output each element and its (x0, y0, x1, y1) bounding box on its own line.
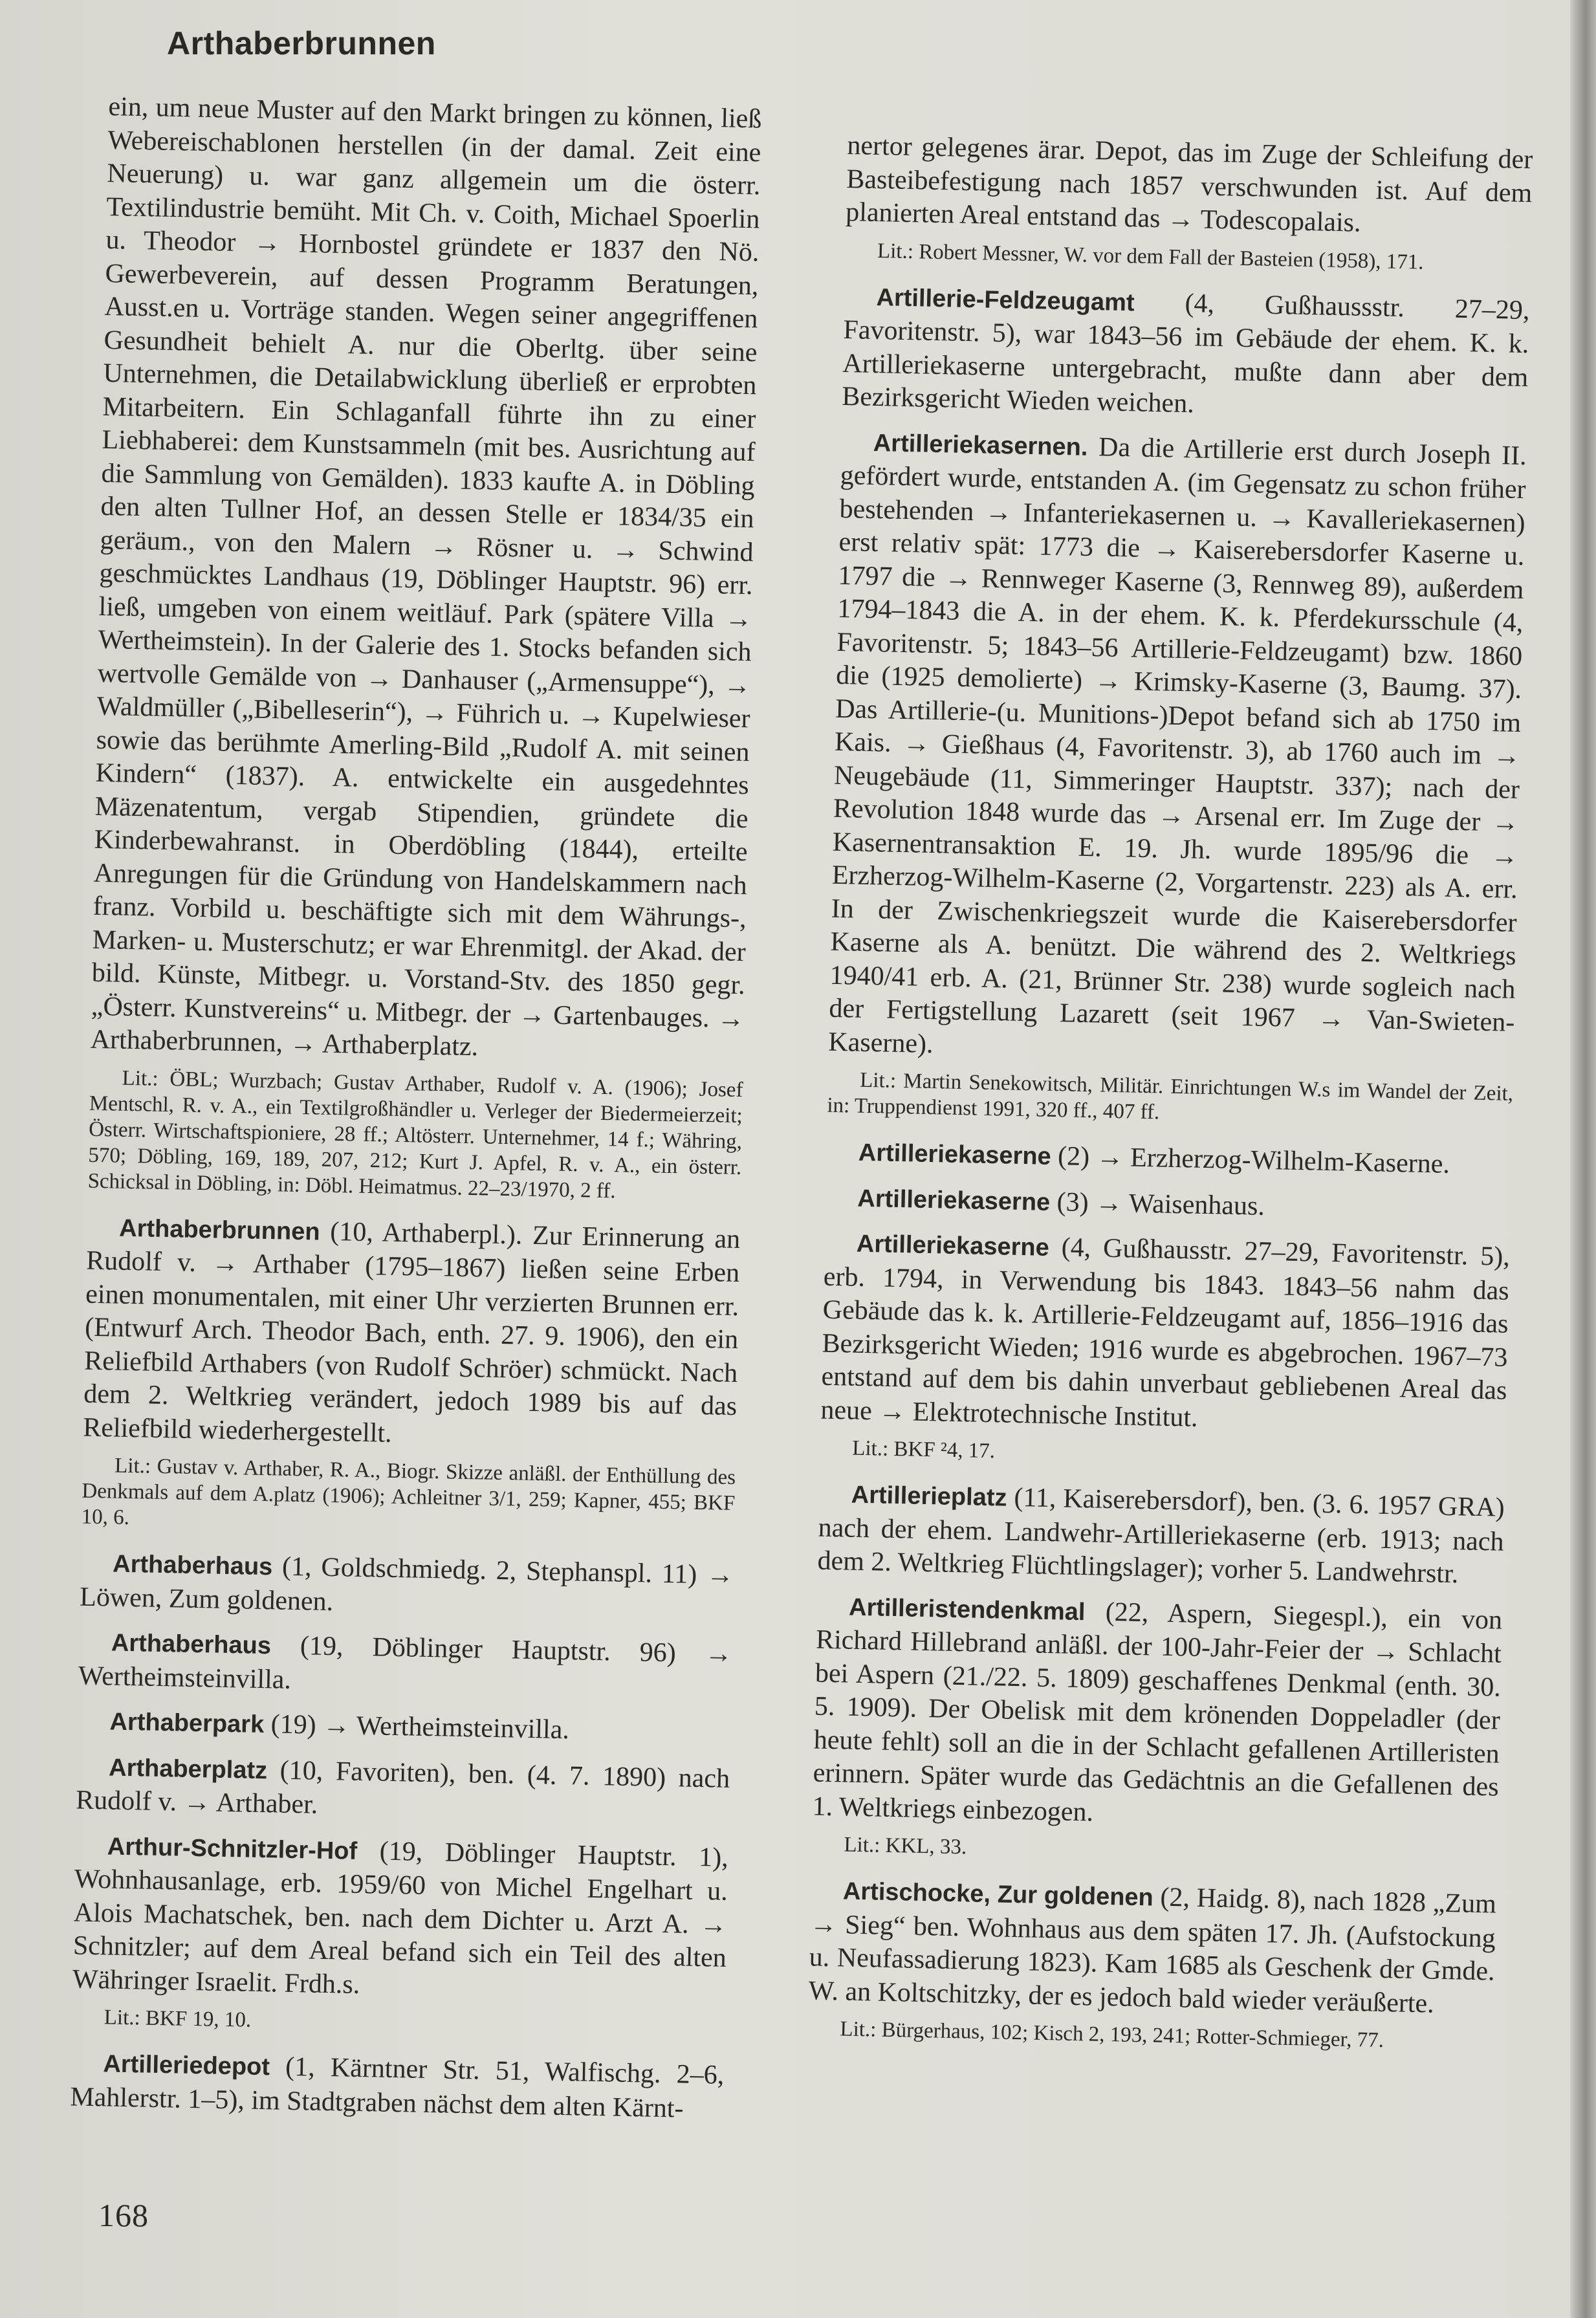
lexicon-entry (820, 1227, 1510, 1441)
literature-reference: Lit.: Martin Senekowitsch, Militär. Einrichtungen W.s im Wandel der Zeit, in: Truppendienst 1991, 320 ff., 407 ff. (827, 1068, 1514, 1124)
entry-headword: Artilleriekasernen. (873, 429, 1088, 461)
entry-headword: Artilleriekaserne (858, 1139, 1052, 1170)
entry-text: Da die Artillerie erst durch Joseph II. gefördert wurde, entstanden A. (im Gegensatz zu schon früher bestehenden → Infanteriekasernen u. → Kavalleriekasernen) erst relativ spät: 1773 die → Kaiserebersdorfer Kaserne u. 1797 die → Rennweger Kaserne (3, Rennweg 89), außerdem 1794–1843 die A. in der ehem. K. k. Pferdekursschule (4, Favoritenstr. 5; 1843–56 Artillerie-Feldzeugamt) bzw. 1860 die (1925 demolierte) → Krimsky-Kaserne (3, Baumg. 37). Das Artillerie-(u. Munitions-)Depot befand sich ab 1750 im Kais. → Gießhaus (4, Favoritenstr. 3), ab 1760 auch im → Neugebäude (11, Simmeringer Hauptstr. 337); nach der Revolution 1848 wurde das → Arsenal err. Im Zuge der → Kasernentransaktion E. 19. Jh. wurde 1895/96 die → Erzherzog-Wilhelm-Kaserne (2, Vorgartenstr. 223) als A. err. In der Zwischenkriegszeit wurde die Kaiserebersdorfer Kaserne als A. benützt. Die während des 2. Weltkriegs 1940/41 erb. A. (21, Brünner Str. 238) wurde sogleich nach der Fertigstellung Lazarett (seit 1967 → Van-Swieten-Kaserne). (827, 432, 1527, 1059)
entry-text: (22, Aspern, Siegespl.), ein von Richard Hillebrand anläßl. der 100-Jahr-Feier der → Schlacht bei Aspern (21./22. 5. 1809) geschaffenes Denkmal (enth. 30. 5. 1909). Der Obelisk mit dem krönenden Doppeladler (der heute fehlt) soll an die in der Schlacht gefallenen Artilleristen erinnern. Später wurde das Gedächtnis an die Gefallenen des 1. Weltkriegs einbezogen. (812, 1596, 1503, 1828)
lexicon-entry (78, 1626, 732, 1705)
entry-text: (1, Kärntner Str. 51, Walfischg. 2–6, Mahlerstr. 1–5), im Stadtgraben nächst dem alten Kärnt- (70, 2051, 725, 2124)
lexicon-entry (808, 1874, 1496, 2022)
entry-headword: Arthaberhaus (112, 1550, 273, 1581)
entry-text: (2) → Erzherzog-Wilhelm-Kaserne. (1051, 1141, 1450, 1179)
entry-text: (4, Gußhaussstr. 27–29, Favoritenstr. 5), war 1843–56 im Gebäude der ehem. K. k. Artilleriekaserne untergebracht, mußte dann aber dem Bezirksgericht Wieden weichen. (841, 287, 1530, 419)
literature-reference: Lit.: ÖBL; Wurzbach; Gustav Arthaber, Rudolf v. A. (1906); Josef Mentschl, R. v. A., ein Textilgroßhändler u. Verleger der Biedermeierzeit; Österr. Wirtschaftspioniere, 28 ff.; Altösterr. Unternehmer, 14 f.; Währing, 570; Döbling, 169, 189, 207, 212; Kurt J. Apfel, R. v. A., ein österr. Schicksal in Döbling, in: Döbl. Heimatmus. 22–23/1970, 2 ff. (87, 1066, 743, 1203)
lexicon-entry (70, 2046, 725, 2126)
literature-reference: Lit.: Bürgerhaus, 102; Kisch 2, 193, 241; Rotter-Schmieger, 77. (840, 2017, 1384, 2053)
entry-headword: Arthaberbrunnen (118, 1214, 320, 1246)
entry-headword: Artillerie-Feldzeugamt (876, 283, 1135, 316)
literature-reference: Lit.: Gustav v. Arthaber, R. A., Biogr. Skizze anläßl. der Enthüllung des Denkmals auf dem A.platz (1906); Achleitner 3/1, 259; Kapner, 455; BKF 10, 6. (81, 1454, 736, 1530)
entry-text: (19) → Wertheimsteinvilla. (263, 1709, 570, 1745)
entry-headword: Artilleriekaserne (856, 1230, 1050, 1262)
lexicon-entry (817, 1478, 1505, 1593)
entry-text: (1, Goldschmiedg. 2, Stephanspl. 11) → Löwen, Zum goldenen. (79, 1551, 734, 1617)
entry-headword: Artilleriekaserne (857, 1185, 1051, 1216)
entry-headword: Artilleristendenkmal (848, 1593, 1086, 1626)
entry-text: (10, Arthaberpl.). Zur Erinnerung an Rudolf v. → Arthaber (1795–1867) ließen seine Erben einen monumentalen, mit einer Uhr verzierten Brunnen err. (Entwurf Arch. Theodor Bach, enth. 27. 9. 1906), den ein Reliefbild Arthabers (von Rudolf Schröer) schmückt. Nach dem 2. Weltkrieg verändert, jedoch 1989 bis auf das Reliefbild wiederhergestellt. (82, 1216, 741, 1449)
entry-continuation: ein, um neue Muster auf den Markt bringen zu können, ließ Webereischablonen herstellen (in der damal. Zeit eine Neuerung) u. war ganz allgemein um die österr. Textilindustrie bemüht. Mit Ch. v. Coith, Michael Spoerlin u. Theodor → Hornbostel gründete er 1837 den Nö. Gewerbeverein, auf dessen Programm Beratungen, Ausst.en u. Vorträge standen. Wegen seiner angegriffenen Gesundheit behielt A. nur die Oberltg. über seine Unternehmen, die Detailabwicklung überließ er erprobten Mitarbeitern. Ein Schlaganfall führte ihn zu einer Liebhaberei: dem Kunstsammeln (mit bes. Ausrichtung auf die Sammlung von Gemälden). 1833 kaufte A. in Döbling den alten Tullner Hof, an dessen Stelle er 1834/35 ein geräum., von den Malern → Rösner u. → Schwind geschmücktes Landhaus (19, Döblinger Hauptstr. 96) err. ließ, umgeben von einem weitläuf. Park (spätere Villa → Wertheimstein). In der Galerie des 1. Stocks befanden sich wertvolle Gemälde von → Danhauser („Armensuppe“), → Waldmüller („Bibelleserin“), → Führich u. → Kupelwieser sowie das berühmte Amerling-Bild „Rudolf A. mit seinen Kindern“ (1837). A. entwickelte ein ausgedehntes Mäzenatentum, vergab Stipendien, gründete die Kinderbewahranst. in Oberdöbling (1844), erteilte Anregungen für die Gründung von Handelskammern nach franz. Vorbild u. beschäftigte sich mit dem Währungs-, Marken- u. Musterschutz; er war Ehrenmitgl. der Akad. der bild. Künste, Mitbegr. u. Vorstand-Stv. des 1850 gegr. „Österr. Kunstvereins“ u. Mitbegr. der → Gartenbauges. → Arthaberbrunnen, → Arthaberplatz. (90, 91, 762, 1062)
entry-text: (3) → Waisenhaus. (1049, 1186, 1265, 1221)
book-spine-edge (1570, 0, 1596, 2318)
lexicon-entry (77, 1705, 731, 1751)
right-column (807, 129, 1533, 2073)
entry-text: (4, Gußhausstr. 27–29, Favoritenstr. 5), erb. 1794, in Verwendung bis 1843. 1843–56 nahm das Gebäude das k. k. Artillerie-Feldzeugamt auf, 1856–1916 das Bezirksgericht Wieden; 1916 wurde es abgebrochen. 1967–73 entstand auf dem bis dahin unverbaut gebliebenen Areal das neue → Elektrotechnische Institut. (820, 1232, 1511, 1433)
literature-reference: Lit.: BKF ²4, 17. (851, 1436, 996, 1463)
lexicon-entry (72, 1829, 728, 2009)
lexicon-entry (80, 1547, 734, 1626)
literature-reference: Lit.: KKL, 33. (844, 1833, 967, 1859)
entry-text: (11, Kaiserebersdorf), ben. (3. 6. 1957 GRA) nach der ehem. Landwehr-Artilleriekaserne (erb. 1913; nach dem 2. Weltkrieg Flüchtlingslager); vorher 5. Landwehrstr. (817, 1482, 1505, 1590)
lexicon-entry (812, 1590, 1502, 1838)
entry-headword: Arthaberpark (109, 1708, 265, 1739)
left-column (70, 91, 762, 2138)
entry-headword: Artischocke, Zur goldenen (842, 1877, 1154, 1912)
entry-headword: Arthur-Schnitzler-Hof (107, 1832, 358, 1865)
entry-headword: Artillerieplatz (851, 1481, 1007, 1512)
literature-reference: Lit.: Robert Messner, W. vor dem Fall der Basteien (1958), 171. (877, 239, 1424, 274)
entry-headword: Arthaberplatz (108, 1753, 268, 1784)
entry-headword: Artilleriedepot (103, 2050, 270, 2081)
lexicon-entry (76, 1750, 730, 1830)
running-head: Arthaberbrunnen (167, 25, 436, 61)
entry-headword: Arthaberhaus (111, 1629, 272, 1660)
page-number: 168 (98, 2197, 149, 2233)
lexicon-entry (825, 1135, 1512, 1184)
entry-text: (19, Döblinger Hauptstr. 1), Wohnhausanlage, erb. 1959/60 von Michel Engelhart u. Alois Machatschek, ben. nach dem Dichter u. Arzt A. → Schnitzler; auf dem Areal befand sich ein Teil des alten Währinger Israelit. Frdh.s. (72, 1835, 729, 2000)
literature-reference: Lit.: BKF 19, 10. (104, 2006, 252, 2032)
entry-continuation: nertor gelegenes ärar. Depot, das im Zuge der Schleifung der Basteibefestigung nach 1857 verschwunden ist. Auf dem planierten Areal entstand das → Todescopalais. (845, 130, 1533, 238)
entry-text: (2, Haidg. 8), nach 1828 „Zum → Sieg“ ben. Wohnhaus aus dem späten 17. Jh. (Aufstockung u. Neufassadierung 1823). Kam 1685 als Geschenk der Gmde. W. an Koltschitzky, der es jedoch bald wieder veräußerte. (808, 1882, 1497, 2019)
lexicon-entry (83, 1210, 741, 1457)
lexicon-entry (842, 279, 1530, 428)
entry-text: (10, Favoriten), ben. (4. 7. 1890) nach Rudolf v. → Arthaber. (75, 1755, 730, 1820)
entry-text: (19, Döblinger Hauptstr. 96) → Wertheimsteinvilla. (78, 1630, 733, 1695)
lexicon-entry (828, 425, 1527, 1073)
lexicon-entry (825, 1181, 1511, 1229)
